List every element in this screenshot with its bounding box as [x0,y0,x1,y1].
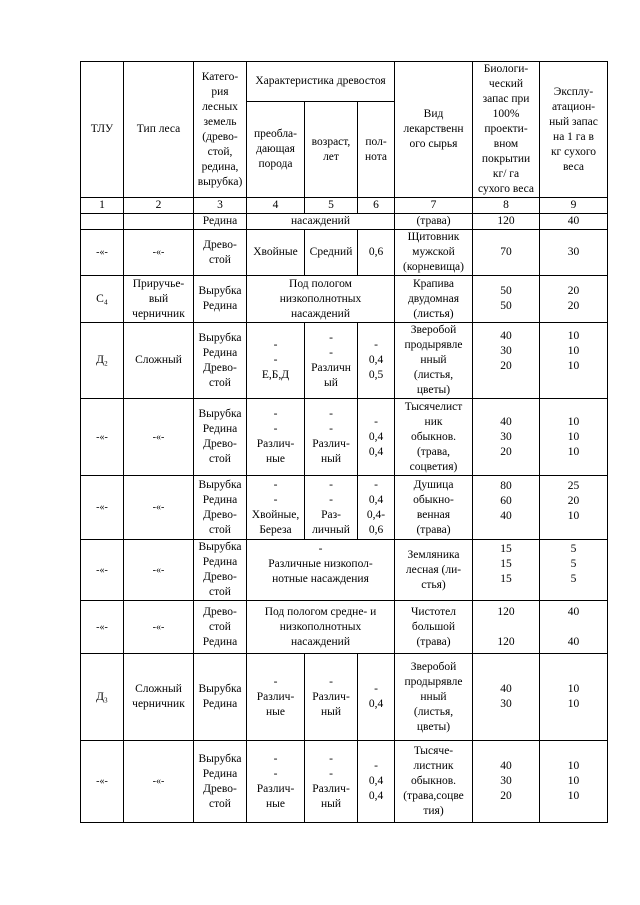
cell-tlu [81,214,124,230]
cell-density: - 0,4 [358,654,395,741]
table-row [81,399,608,476]
table-row [81,540,608,601]
header-age: возраст, лет [305,102,358,198]
cell-stand-merged: Под пологом средне- и низкополнотных насаждений [247,601,395,654]
cell-forest-type: -«- [124,540,194,601]
cell-bio-stock: 80 60 40 [473,476,540,540]
cell-forest-type: -«- [124,741,194,823]
table-row [81,230,608,276]
cell-dominant: - - Различ- ные [247,399,305,476]
cell-density: - 0,4 0,5 [358,323,395,399]
cell-category: Вырубка Редина [194,654,247,741]
cell-tlu: -«- [81,476,124,540]
cell-tlu: -«- [81,540,124,601]
cell-forest-type: -«- [124,230,194,276]
cell-stand-merged: насаждений [247,214,395,230]
cell-category: Вырубка Редина Древо- стой [194,540,247,601]
cell-category: Вырубка Редина Древо- стой [194,741,247,823]
cell-exp-stock: 30 [540,230,608,276]
cell-age: - - Различ- ный [305,741,358,823]
table-row [81,476,608,540]
cell-bio-stock: 50 50 [473,276,540,323]
cell-stand-merged: - Различные низкопол- нотные насаждения [247,540,395,601]
cell-forest-type: -«- [124,399,194,476]
cell-stand-merged: Под пологом низкополнотных насаждений [247,276,395,323]
col-number: 5 [305,198,358,214]
cell-bio-stock: 40 30 20 [473,323,540,399]
cell-exp-stock: 5 5 5 [540,540,608,601]
table-row [81,654,608,741]
medicinal-raw-table [80,61,608,823]
cell-forest-type: Приручье- вый черничник [124,276,194,323]
col-number: 2 [124,198,194,214]
header-tlu: ТЛУ [81,62,124,198]
cell-density: 0,6 [358,230,395,276]
col-number: 1 [81,198,124,214]
table-row [81,214,608,230]
cell-category: Редина [194,214,247,230]
col-number: 9 [540,198,608,214]
cell-category: Вырубка Редина Древо- стой [194,476,247,540]
cell-bio-stock: 40 30 [473,654,540,741]
table-row [81,323,608,399]
cell-age: - Различ- ный [305,654,358,741]
table-row [81,601,608,654]
cell-raw-type: Чистотел большой (трава) [395,601,473,654]
cell-dominant: Хвойные [247,230,305,276]
cell-exp-stock: 40 [540,214,608,230]
header-exp-stock: Эксплу- атацион- ный запас на 1 га в кг сухого веса [540,62,608,198]
cell-tlu: -«- [81,601,124,654]
header-bio-stock: Биологи- ческий запас при 100% проекти- вном покрытии кг/ га сухого веса [473,62,540,198]
header-forest-type: Тип леса [124,62,194,198]
cell-dominant: - - Хвойные, Береза [247,476,305,540]
cell-exp-stock: 10 10 10 [540,741,608,823]
cell-forest-type: -«- [124,476,194,540]
cell-raw-type: Крапива двудомная (листья) [395,276,473,323]
cell-raw-type: Тысячелист ник обыкнов. (трава, соцветия) [395,399,473,476]
cell-bio-stock: 70 [473,230,540,276]
header-raw-type: Вид лекарственн ого сырья [395,62,473,198]
cell-category: Вырубка Редина Древо- стой [194,399,247,476]
cell-density: - 0,4 0,4 [358,399,395,476]
cell-bio-stock: 15 15 15 [473,540,540,601]
col-number: 8 [473,198,540,214]
cell-tlu: С₄ [81,276,124,323]
cell-age: - - Раз- личный [305,476,358,540]
header-category: Катего- рия лесных земель (древо- стой, редина, вырубка) [194,62,247,198]
cell-bio-stock: 120 [473,214,540,230]
cell-dominant: - - Е,Б,Д [247,323,305,399]
cell-exp-stock: 10 10 10 [540,399,608,476]
cell-category: Древо- стой Редина [194,601,247,654]
cell-tlu: -«- [81,741,124,823]
cell-raw-type: Зверобой продырявле нный (листья, цветы) [395,323,473,399]
cell-bio-stock: 40 30 20 [473,399,540,476]
header-stand-characteristics: Характеристика древостоя [247,62,395,102]
cell-raw-type: (трава) [395,214,473,230]
cell-tlu: Д₃ [81,654,124,741]
cell-raw-type: Душица обыкно- венная (трава) [395,476,473,540]
cell-density: - 0,4 0,4- 0,6 [358,476,395,540]
cell-category: Вырубка Редина Древо- стой [194,323,247,399]
col-number: 3 [194,198,247,214]
cell-forest-type [124,214,194,230]
cell-raw-type: Тысяче- листник обыкнов. (трава,соцве тия) [395,741,473,823]
cell-raw-type: Земляника лесная (ли- стья) [395,540,473,601]
header-density: пол- нота [358,102,395,198]
cell-dominant: - - Различ- ные [247,741,305,823]
cell-tlu: -«- [81,230,124,276]
cell-dominant: - Различ- ные [247,654,305,741]
cell-forest-type: -«- [124,601,194,654]
cell-category: Древо- стой [194,230,247,276]
cell-raw-type: Зверобой продырявле нный (листья, цветы) [395,654,473,741]
col-number: 6 [358,198,395,214]
cell-raw-type: Щитовник мужской (корневища) [395,230,473,276]
cell-age: - - Различ- ный [305,399,358,476]
col-number: 4 [247,198,305,214]
cell-tlu: -«- [81,399,124,476]
col-number: 7 [395,198,473,214]
cell-bio-stock: 40 30 20 [473,741,540,823]
cell-exp-stock: 20 20 [540,276,608,323]
cell-forest-type: Сложный [124,323,194,399]
cell-exp-stock: 10 10 10 [540,323,608,399]
cell-forest-type: Сложный черничник [124,654,194,741]
column-number-row [81,198,608,214]
cell-category: Вырубка Редина [194,276,247,323]
cell-exp-stock: 25 20 10 [540,476,608,540]
cell-age: - - Различн ый [305,323,358,399]
cell-exp-stock: 40 40 [540,601,608,654]
cell-bio-stock: 120 120 [473,601,540,654]
cell-exp-stock: 10 10 [540,654,608,741]
cell-tlu: Д₂ [81,323,124,399]
header-dominant: преобла- дающая порода [247,102,305,198]
table-row [81,741,608,823]
cell-density: - 0,4 0,4 [358,741,395,823]
table-row [81,276,608,323]
cell-age: Средний [305,230,358,276]
